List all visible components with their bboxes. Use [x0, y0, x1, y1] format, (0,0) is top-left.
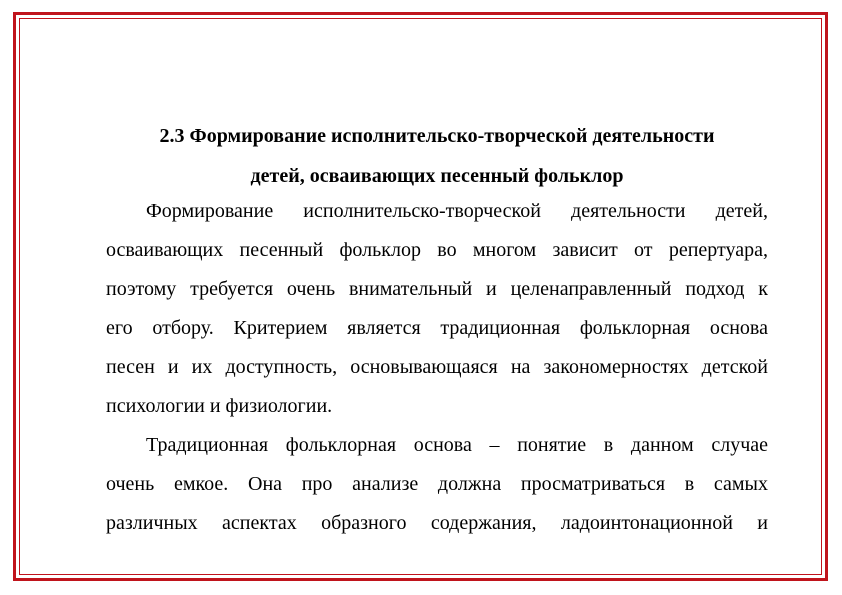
paragraph-line: песен и их доступность, основывающаяся на закономерностях детской [106, 356, 768, 378]
section-heading-line-2: детей, осваивающих песенный фольклор [250, 165, 624, 187]
paragraph-line: очень емкое. Она про анализе должна просматриваться в самых [106, 473, 768, 495]
document-body [106, 126, 768, 543]
paragraph-1 [106, 192, 768, 426]
section-heading-line-1: 2.3 Формирование исполнительско-творческой деятельности [159, 125, 715, 147]
paragraph-line: Традиционная фольклорная основа – понятие в данном случае [146, 434, 768, 456]
paragraph-2 [106, 426, 768, 543]
paragraph-line: различных аспектах образного содержания, ладоинтонационной и [106, 512, 768, 534]
paragraph-line: Формирование исполнительско-творческой деятельности детей, [146, 200, 768, 222]
paragraph-line: его отбору. Критерием является традиционная фольклорная основа [106, 317, 768, 339]
paragraph-line: психологии и физиологии. [106, 395, 333, 417]
paragraph-line: осваивающих песенный фольклор во многом зависит от репертуара, [106, 239, 768, 261]
paragraph-line: поэтому требуется очень внимательный и целенаправленный подход к [106, 278, 768, 300]
